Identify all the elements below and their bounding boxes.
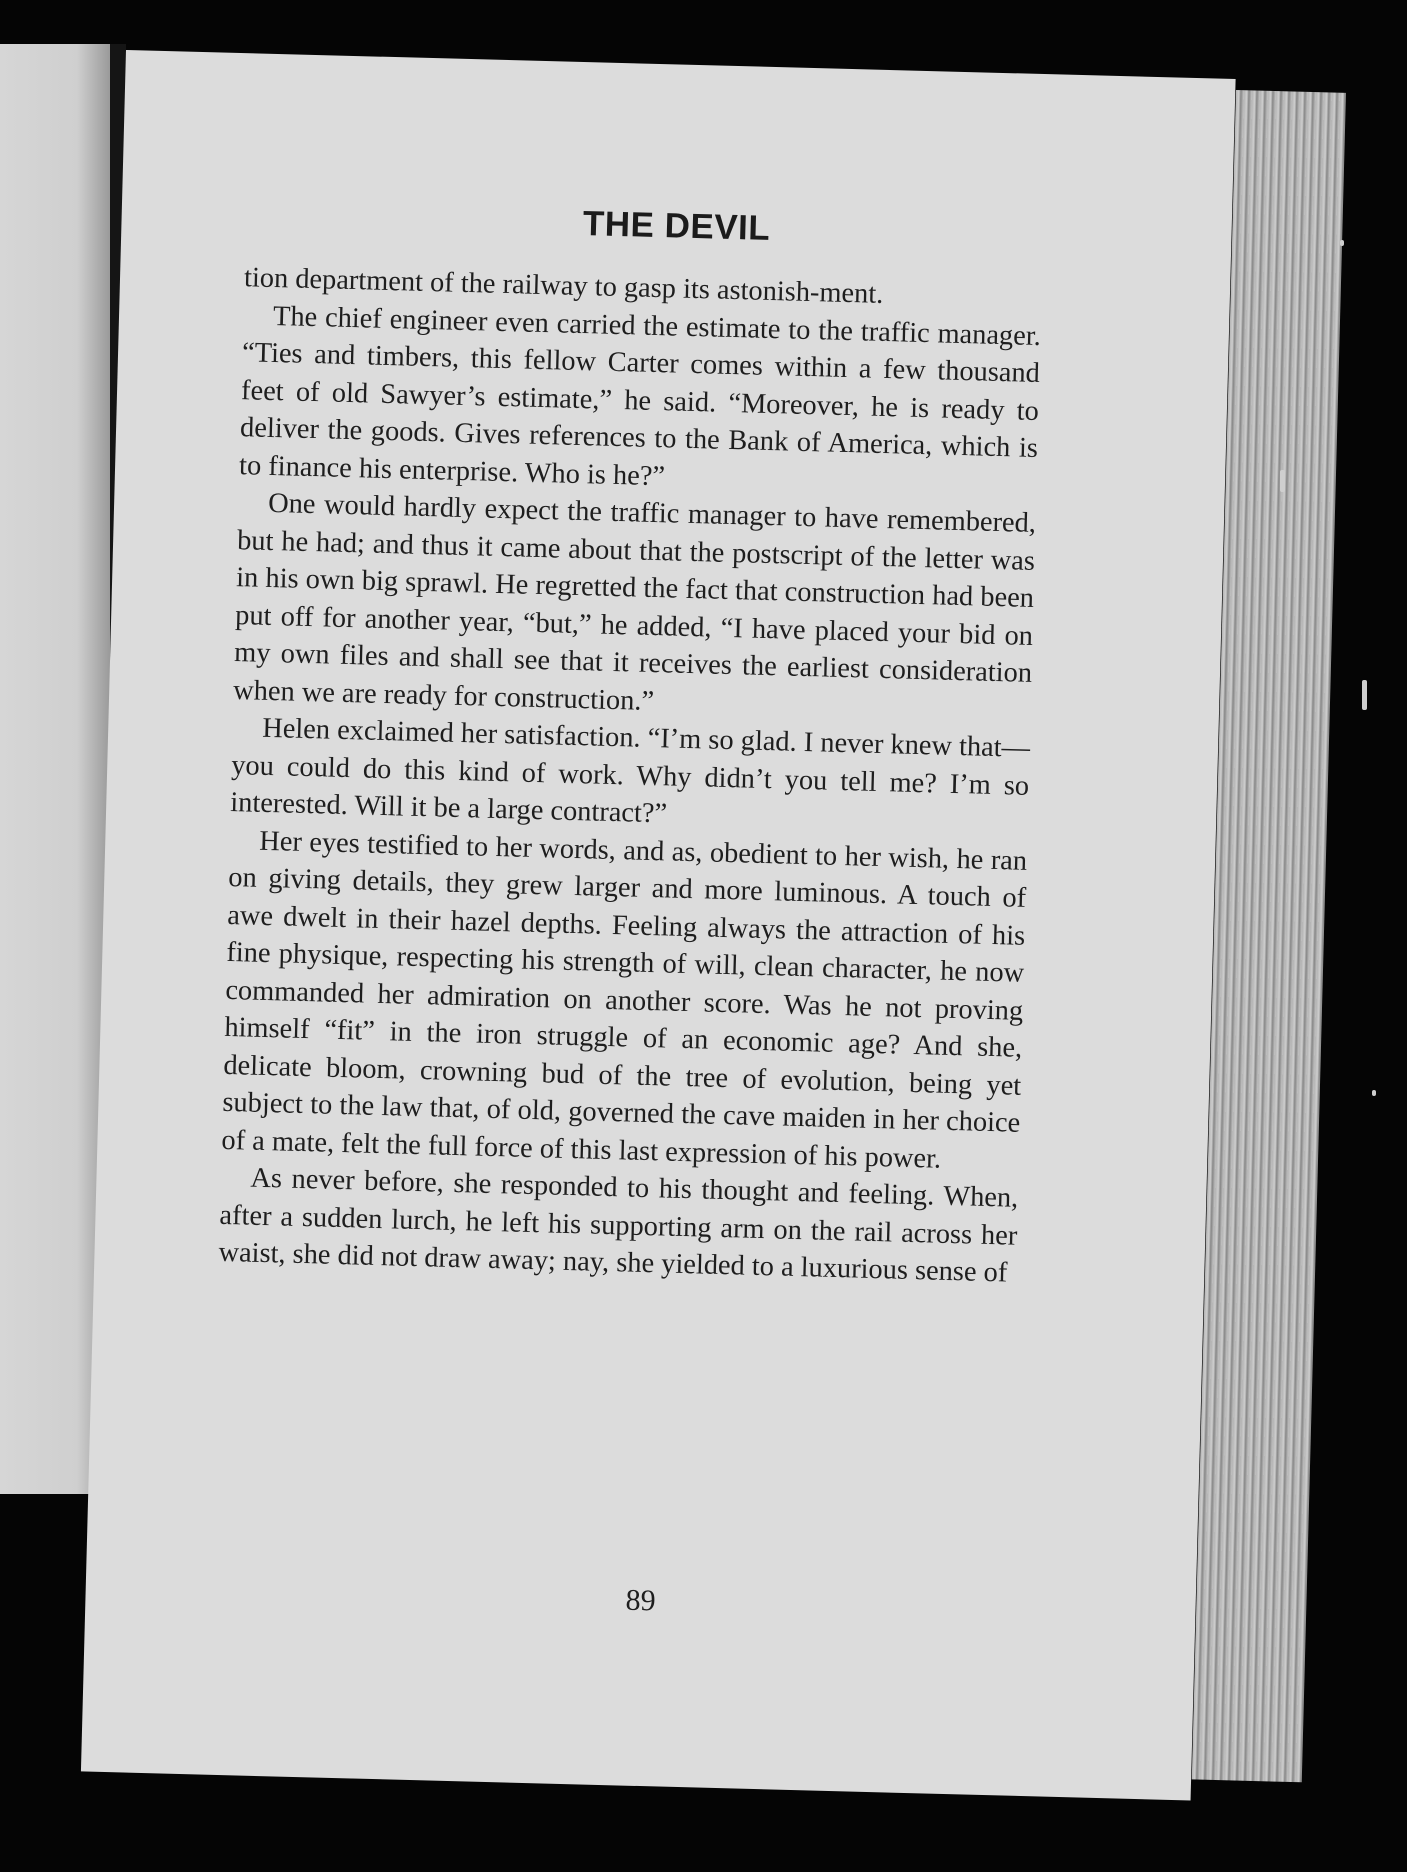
paragraph: tion department of the railway to gasp its astonish-ment. bbox=[243, 262, 884, 310]
paragraph: As never before, she responded to his thought and feeling. When, after a sudden lurch, he left his supporting arm on the rail across her waist, she did not draw away; nay, she yielded to a luxurious sense of bbox=[218, 1162, 1019, 1289]
dust-speck bbox=[1280, 470, 1285, 492]
page-number: 89 bbox=[625, 1583, 657, 1618]
book-page bbox=[81, 50, 1236, 1800]
running-head: THE DEVIL bbox=[582, 204, 771, 248]
paragraph: The chief engineer even carried the estimate to the traffic manager. “Ties and timbers, this fellow Carter comes within a few thousand feet of old Sawyer’s estimate,” he said. “Moreover, he is ready to deliver the goods. Gives references to the Bank of America, which is to finance his enterprise. Who is he?” bbox=[238, 300, 1042, 492]
paragraph: One would hardly expect the traffic manager to have remembered, but he had; and thus it came about that the postscript of the letter was in his own big sprawl. He regretted the fact that construction had been put off for another year, “but,” he added, “I have placed your bid on my own files and shall see that it receives the earliest consideration when we are ready for construction.” bbox=[232, 487, 1037, 717]
dust-speck bbox=[1372, 1090, 1376, 1096]
dust-speck bbox=[1362, 680, 1367, 710]
paragraph: Helen exclaimed her satisfaction. “I’m so glad. I never knew that—you could do this kind of work. Why didn’t you tell me? I’m so interested. Will it be a large contract?” bbox=[229, 712, 1031, 830]
dust-speck bbox=[1340, 240, 1344, 246]
body-text bbox=[218, 259, 1042, 1292]
paragraph: Her eyes testified to her words, and as, obedient to her wish, he ran on giving details, they grew larger and more luminous. A touch of awe dwelt in their hazel depths. Feeling always the attraction of his fine physique, respecting his strength of will, clean character, he now commanded her admiration on another score. Was he not proving himself “fit” in the iron struggle of an economic age? And she, delicate bloom, crowning bud of the tree of evolution, being yet subject to the law that, of old, governed the cave maiden in her choice of a mate, felt the full force of this last expression of his power. bbox=[221, 825, 1028, 1175]
